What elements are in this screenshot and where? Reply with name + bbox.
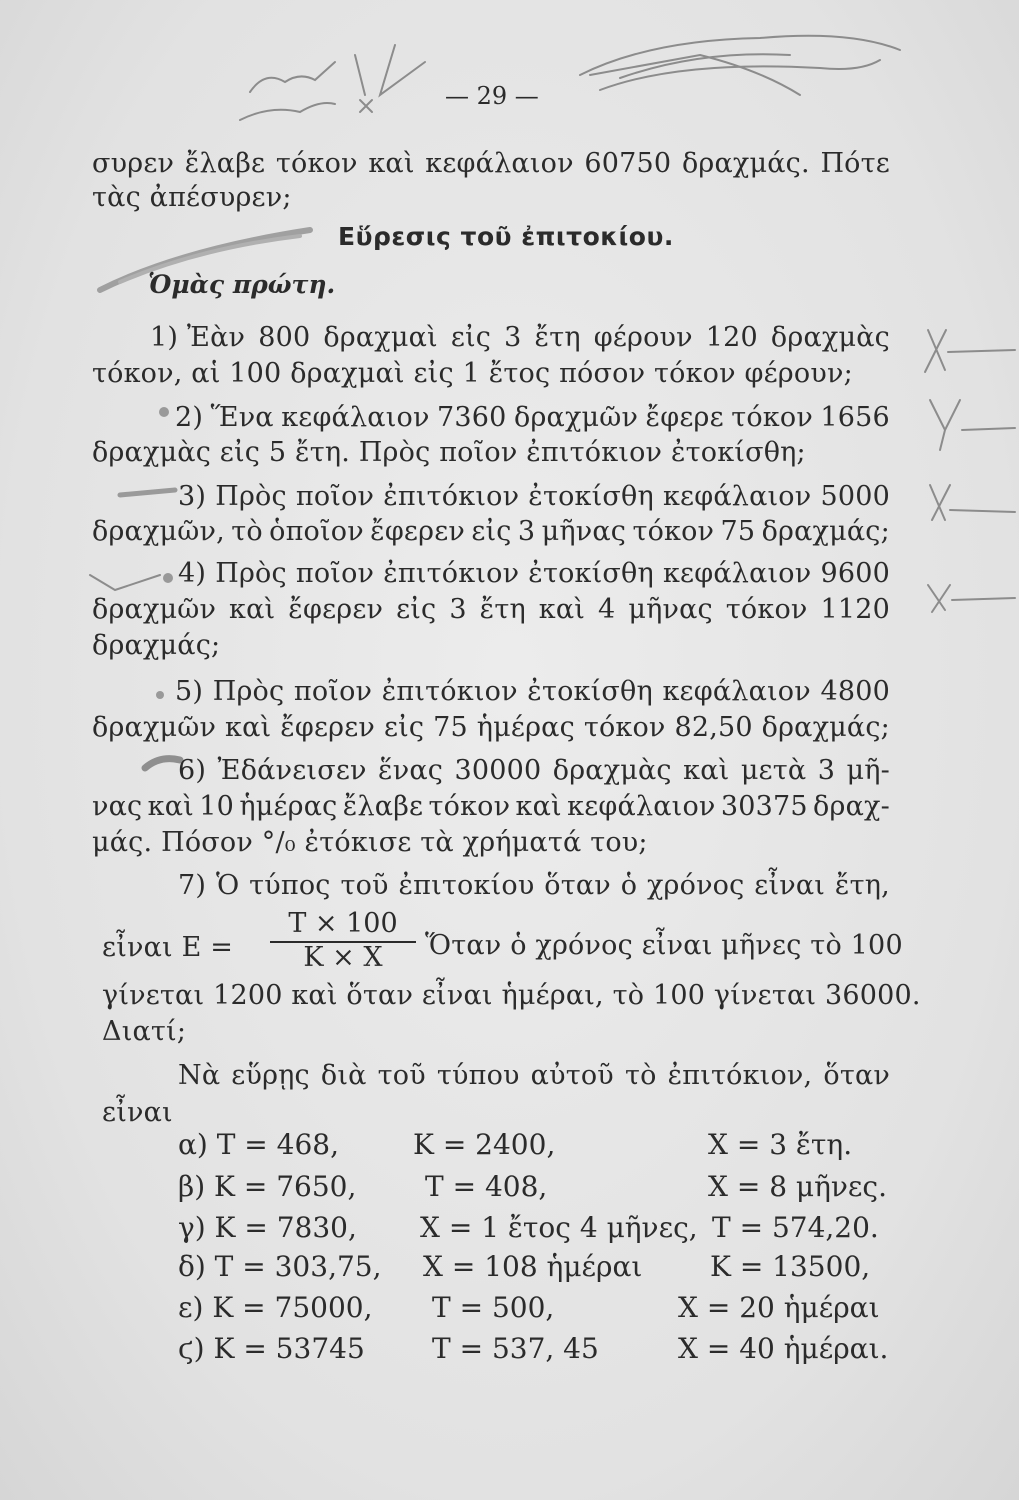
word: ὅταν	[544, 870, 611, 901]
word: κεφάλαιον	[662, 676, 811, 707]
word: 3)	[178, 481, 207, 512]
formula-denominator: Κ × Χ	[303, 942, 383, 973]
word: 4	[598, 594, 616, 625]
word: 7)	[178, 870, 207, 901]
word: ὁ	[620, 870, 638, 901]
section-heading: Εὕρεσις τοῦ ἐπιτοκίου.	[338, 222, 674, 251]
word: καὶ	[225, 712, 272, 743]
word: Πρὸς	[215, 558, 287, 589]
word: τόκον	[725, 594, 808, 625]
word: 10	[199, 791, 235, 822]
word: 2)	[175, 402, 204, 433]
problem-2-line-2: δραχμὰς εἰς 5 ἔτη. Πρὸς ποῖον ἐπιτόκιον ἐτοκίσθη;	[92, 437, 806, 468]
word: ὁποῖον	[269, 516, 364, 547]
problem-4-line-3: δραχμάς;	[92, 630, 221, 661]
word: 4)	[178, 558, 207, 589]
pencil-scribble-2	[240, 103, 335, 120]
word: δραχμάς;	[761, 712, 890, 743]
word: καὶ	[538, 594, 586, 625]
word: 6)	[178, 755, 207, 786]
word: εἰς	[450, 322, 492, 353]
problem-3-line-1	[178, 481, 890, 512]
word: δραχμῶν	[513, 402, 639, 433]
word: δραχ-	[813, 791, 890, 822]
word: εἶναι	[754, 870, 826, 901]
problem-7-line-1	[178, 870, 890, 901]
word: τόκον	[632, 516, 715, 547]
pencil-mark-3	[930, 485, 1015, 520]
word: Νὰ	[178, 1060, 221, 1091]
word: 1120	[820, 594, 890, 625]
word: τὸ	[624, 1060, 657, 1091]
formula-numerator: Τ × 100	[288, 908, 398, 939]
word: φέρουν	[593, 322, 693, 353]
word: 5)	[175, 676, 204, 707]
word: δραχμάς;	[761, 516, 890, 547]
word: κεφάλαιον	[567, 791, 716, 822]
word: ἐπιτόκιον	[383, 481, 520, 512]
formula-lhs: εἶναι Ε =	[102, 932, 234, 963]
word: τόκον	[275, 148, 358, 179]
row-d-col-3: Κ = 13500,	[710, 1250, 871, 1283]
word: 60750	[584, 148, 672, 179]
word: καὶ	[683, 755, 730, 786]
word: Ἐδάνεισεν	[217, 755, 367, 786]
problem-5-line-2	[92, 712, 890, 743]
word: 9600	[820, 558, 890, 589]
word: καὶ	[229, 594, 276, 625]
word: ἔτη,	[834, 870, 890, 901]
page-number: — 29 —	[445, 82, 539, 110]
word: ἡμέρας	[239, 791, 338, 822]
problem-4-line-1	[178, 558, 890, 589]
word: τόκον	[731, 402, 813, 433]
word: 1) Ἐὰν	[150, 322, 246, 353]
word: δραχμῶν	[92, 594, 217, 625]
word: 75	[720, 516, 756, 547]
problem-7-line-2-rest: Ὅταν ὁ χρόνος εἶναι μῆνες τὸ 100	[425, 930, 903, 961]
row-a-col-1: α) Τ = 468,	[178, 1128, 340, 1161]
word: 5000	[820, 481, 890, 512]
pencil-number-scribble	[355, 45, 425, 95]
problem-6-line-3: μάς. Πόσον °/₀ ἐτόκισε τὰ χρήματά του;	[92, 827, 648, 858]
word: ἔλαβε	[342, 791, 424, 822]
word: ἔφερεν	[280, 712, 376, 743]
word: Πρὸς	[212, 676, 285, 707]
problem-3-line-2	[92, 516, 890, 547]
intro-line-1	[92, 148, 890, 179]
word: τοῦ	[377, 1060, 426, 1091]
word: εἰς	[471, 516, 512, 547]
pencil-scribble-top-left	[250, 62, 335, 92]
word: τύπου	[436, 1060, 520, 1091]
word: 82,50	[674, 712, 753, 743]
word: Ὁ	[215, 870, 240, 901]
problem-8-line-2: εἶναι	[102, 1097, 173, 1128]
word: 3	[504, 322, 522, 353]
row-a-col-2: Κ = 2400,	[413, 1128, 556, 1161]
row-e-col-1: ε) Κ = 75000,	[178, 1291, 373, 1324]
row-c-col-2: Χ = 1 ἔτος 4 μῆνες,	[420, 1211, 698, 1244]
word: τύπος	[249, 870, 331, 901]
word: 4800	[820, 676, 890, 707]
problem-6-line-2	[92, 791, 890, 822]
word: κεφάλαιον	[281, 402, 430, 433]
pencil-mark-2	[930, 400, 1015, 450]
word: καὶ	[515, 791, 562, 822]
word: ἐπιτόκιον,	[667, 1060, 813, 1091]
problem-7-line-3: γίνεται 1200 καὶ ὅταν εἶναι ἡμέραι, τὸ 100 γίνεται 36000.	[102, 980, 921, 1011]
word: μῆνας	[541, 516, 627, 547]
word: ἐτοκίσθη	[528, 481, 654, 512]
word: τὸ	[231, 516, 263, 547]
problem-2-line-1	[175, 402, 890, 433]
word: καὶ	[147, 791, 194, 822]
word: ποῖον	[295, 481, 375, 512]
word: ποῖον	[295, 558, 375, 589]
problem-7-line-4: Διατί;	[102, 1016, 187, 1047]
word: δραχμαὶ	[323, 322, 438, 353]
row-f-col-2: Τ = 537, 45	[432, 1332, 599, 1365]
word: δραχμῶν	[92, 712, 217, 743]
row-d-col-2: Χ = 108 ἡμέραι	[423, 1250, 643, 1283]
word: 3	[517, 516, 536, 547]
problem-6-line-1	[178, 755, 890, 786]
word: ἔτη	[534, 322, 581, 353]
word: δραχμάς.	[681, 148, 810, 179]
word: ἔφερεν	[370, 516, 465, 547]
word: ἐπιτοκίου	[398, 870, 535, 901]
word: Ἕνα	[210, 402, 274, 433]
word: 3	[817, 755, 836, 786]
row-b-col-2: Τ = 408,	[425, 1170, 548, 1203]
word: ἔφερε	[645, 402, 724, 433]
word: ἔφερεν	[288, 594, 384, 625]
word: 1656	[820, 402, 890, 433]
word: ἐπιτόκιον	[383, 558, 520, 589]
word: ἡμέρας	[476, 712, 575, 743]
word: διὰ	[320, 1060, 367, 1091]
word: 30000	[454, 755, 542, 786]
word: μῆνας	[628, 594, 713, 625]
problem-4-line-2	[92, 594, 890, 625]
word: συρεν	[92, 148, 175, 179]
word: τόκον	[428, 791, 511, 822]
problem-8-line-1	[178, 1060, 890, 1091]
row-c-col-3: Τ = 574,20.	[712, 1211, 879, 1244]
word: μῆ-	[846, 755, 890, 786]
intro-line-2: τὰς ἀπέσυρεν;	[92, 182, 292, 213]
word: χρόνος	[646, 870, 745, 901]
word: ἔλαβε	[184, 148, 266, 179]
pencil-scribble-top-right	[580, 36, 900, 75]
word: εἰς	[396, 594, 437, 625]
word: κεφάλαιον	[425, 148, 574, 179]
word: Πρὸς	[215, 481, 287, 512]
row-c-col-1: γ) Κ = 7830,	[178, 1211, 357, 1244]
row-a-col-3: Χ = 3 ἔτη.	[708, 1128, 853, 1161]
word: ἐτοκίσθη	[527, 676, 653, 707]
row-b-col-1: β) Κ = 7650,	[178, 1170, 357, 1203]
word: εἰς	[383, 712, 425, 743]
row-f-col-1: ϛ) Κ = 53745	[178, 1332, 365, 1365]
word: εὕρῃς	[231, 1060, 310, 1091]
problem-1-line-2: τόκον, αἱ 100 δραχμαὶ εἰς 1 ἔτος πόσον τόκον φέρουν;	[92, 358, 853, 389]
word: ἐπιτόκιον	[381, 676, 518, 707]
row-e-col-2: Τ = 500,	[432, 1291, 555, 1324]
word: κεφάλαιον	[662, 558, 812, 589]
word: 30375	[720, 791, 808, 822]
word: δραχμὰς	[770, 322, 890, 353]
word: τοῦ	[340, 870, 389, 901]
problem-5-line-1	[175, 676, 890, 707]
word: ἔτη	[479, 594, 526, 625]
word: 800	[258, 322, 311, 353]
word: κεφάλαιον	[662, 481, 812, 512]
row-e-col-3: Χ = 20 ἡμέραι	[678, 1291, 880, 1324]
word: νας	[92, 791, 143, 822]
word: ὅταν	[823, 1060, 890, 1091]
word: ἐτοκίσθη	[528, 558, 654, 589]
word: 7360	[437, 402, 507, 433]
word: Πότε	[820, 148, 890, 179]
word: ποῖον	[293, 676, 373, 707]
word: αὐτοῦ	[530, 1060, 614, 1091]
word: δραχμῶν,	[92, 516, 225, 547]
row-b-col-3: Χ = 8 μῆνες.	[708, 1170, 887, 1203]
pencil-mark-1	[925, 330, 1015, 372]
word: 3	[449, 594, 467, 625]
row-f-col-3: Χ = 40 ἡμέραι.	[678, 1332, 889, 1365]
word: καὶ	[368, 148, 415, 179]
word: 75	[433, 712, 468, 743]
row-d-col-1: δ) Τ = 303,75,	[178, 1250, 382, 1283]
group-title: Ὁμὰς πρώτη.	[148, 270, 336, 299]
word: δραχμὰς	[552, 755, 672, 786]
pencil-mark-4	[928, 585, 1015, 612]
word: μετὰ	[740, 755, 807, 786]
word: 120	[705, 322, 758, 353]
word: ἕνας	[378, 755, 444, 786]
problem-1-line-1	[150, 322, 890, 353]
word: τόκον	[583, 712, 666, 743]
pencil-mark-left	[90, 575, 160, 590]
